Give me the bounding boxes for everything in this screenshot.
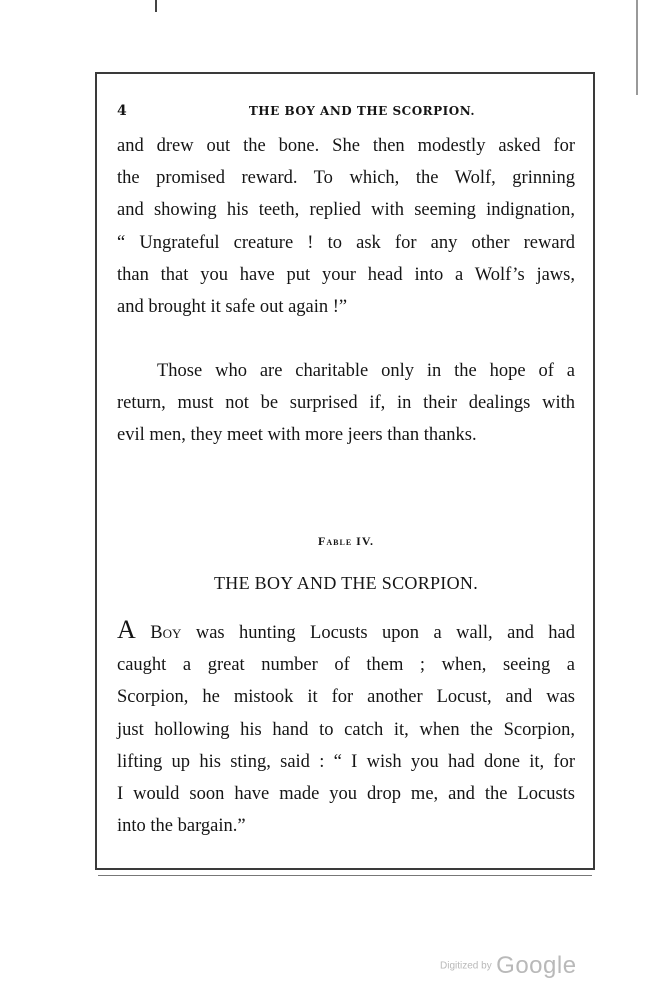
watermark-small-text: Digitized by <box>440 960 492 972</box>
page-frame-bottom <box>95 868 595 870</box>
first-word-small-caps: Boy <box>150 623 182 643</box>
initial-letter: A <box>117 615 136 644</box>
text-line: and drew out the bone. She then modestly asked for <box>117 136 575 156</box>
text-line: Scorpion, he mistook it for another Locust, and was <box>117 687 575 708</box>
fable-title: THE BOY AND THE SCORPION. <box>213 573 479 593</box>
text-line: “ Ungrateful creature ! to ask for any other reward <box>117 232 575 253</box>
text-line-content: Those who are charitable only in the hope of a <box>157 361 575 381</box>
text-line-content: was hunting Locusts upon a wall, and had <box>181 623 576 643</box>
text-line: the promised reward. To which, the Wolf, grinning <box>117 168 575 189</box>
page-frame-bottom-inner <box>98 875 592 876</box>
page-frame-left <box>95 72 97 870</box>
text-line: evil men, they meet with more jeers than thanks. <box>117 425 477 446</box>
text-line: and brought it safe out again !” <box>117 297 348 318</box>
google-logo-text: Google <box>496 952 577 979</box>
running-header <box>117 103 577 123</box>
text-line: than that you have put your head into a Wolf’s jaws, <box>117 264 575 285</box>
text-line <box>117 617 575 649</box>
scan-edge-mark <box>636 0 638 95</box>
page-frame-right <box>593 72 595 870</box>
text-line: just hollowing his hand to catch it, when the Scorpion, <box>117 719 575 740</box>
page-frame-top <box>95 72 595 74</box>
running-title: THE BOY AND THE SCORPION. <box>248 104 476 118</box>
text-line <box>117 355 575 387</box>
page-number: 4 <box>117 103 128 119</box>
text-line: caught a great number of them ; when, seeing a <box>117 655 575 676</box>
fable-number: Fable IV. <box>318 534 374 548</box>
paragraph-moral <box>117 355 575 452</box>
text-line: return, must not be surprised if, in their dealings with <box>117 393 575 414</box>
text-line: and showing his teeth, replied with seeming indignation, <box>117 200 575 221</box>
scan-edge-mark <box>155 0 157 12</box>
paragraph-boy-scorpion <box>117 617 575 842</box>
digitized-by-google-watermark <box>440 952 600 982</box>
text-line: lifting up his sting, said : “ I wish you had done it, for <box>117 751 575 772</box>
paragraph-wolf-ending <box>117 130 575 323</box>
text-line: I would soon have made you drop me, and the Locusts <box>117 784 575 805</box>
text-line: into the bargain.” <box>117 816 246 837</box>
